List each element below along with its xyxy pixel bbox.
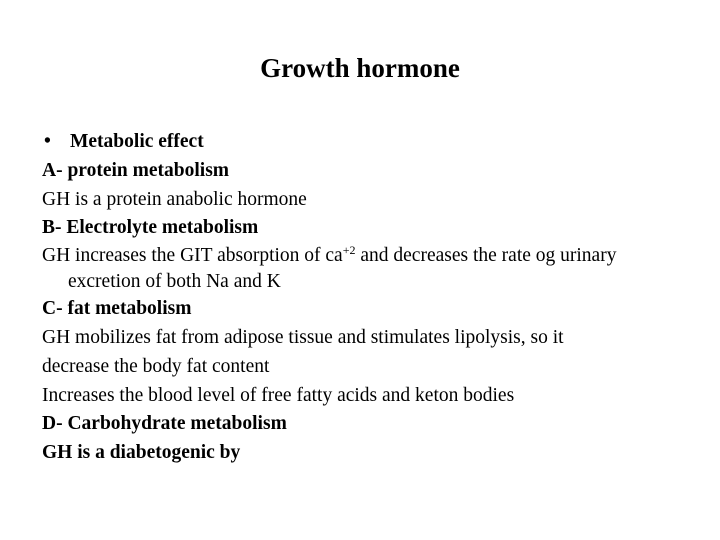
fat-text-2: decrease the body fat content xyxy=(42,355,270,377)
fat-text-1: GH mobilizes fat from adipose tissue and stimulates lipolysis, so it xyxy=(42,326,564,348)
fat-heading: C- fat metabolism xyxy=(42,298,192,320)
electrolyte-heading: B- Electrolyte metabolism xyxy=(42,217,259,239)
metabolic-effect-text: Metabolic effect xyxy=(70,131,204,152)
electrolyte-text-b: and decreases the rate og urinary excretion of both Na and K xyxy=(68,245,617,293)
slide-body xyxy=(42,128,682,468)
electrolyte-text xyxy=(42,243,682,295)
electrolyte-superscript: +2 xyxy=(342,243,356,258)
metabolic-effect-line xyxy=(42,128,682,157)
bullet-icon: • xyxy=(44,131,51,152)
carb-heading: D- Carbohydrate metabolism xyxy=(42,413,287,435)
protein-heading: A- protein metabolism xyxy=(42,159,230,181)
electrolyte-text-a: GH increases the GIT absorption of ca xyxy=(42,245,343,267)
protein-text: GH is a protein anabolic hormone xyxy=(42,188,307,210)
slide-title: Growth hormone xyxy=(260,53,460,83)
carb-text: GH is a diabetogenic by xyxy=(42,442,241,464)
fat-text-3: Increases the blood level of free fatty acids and keton bodies xyxy=(42,384,515,406)
